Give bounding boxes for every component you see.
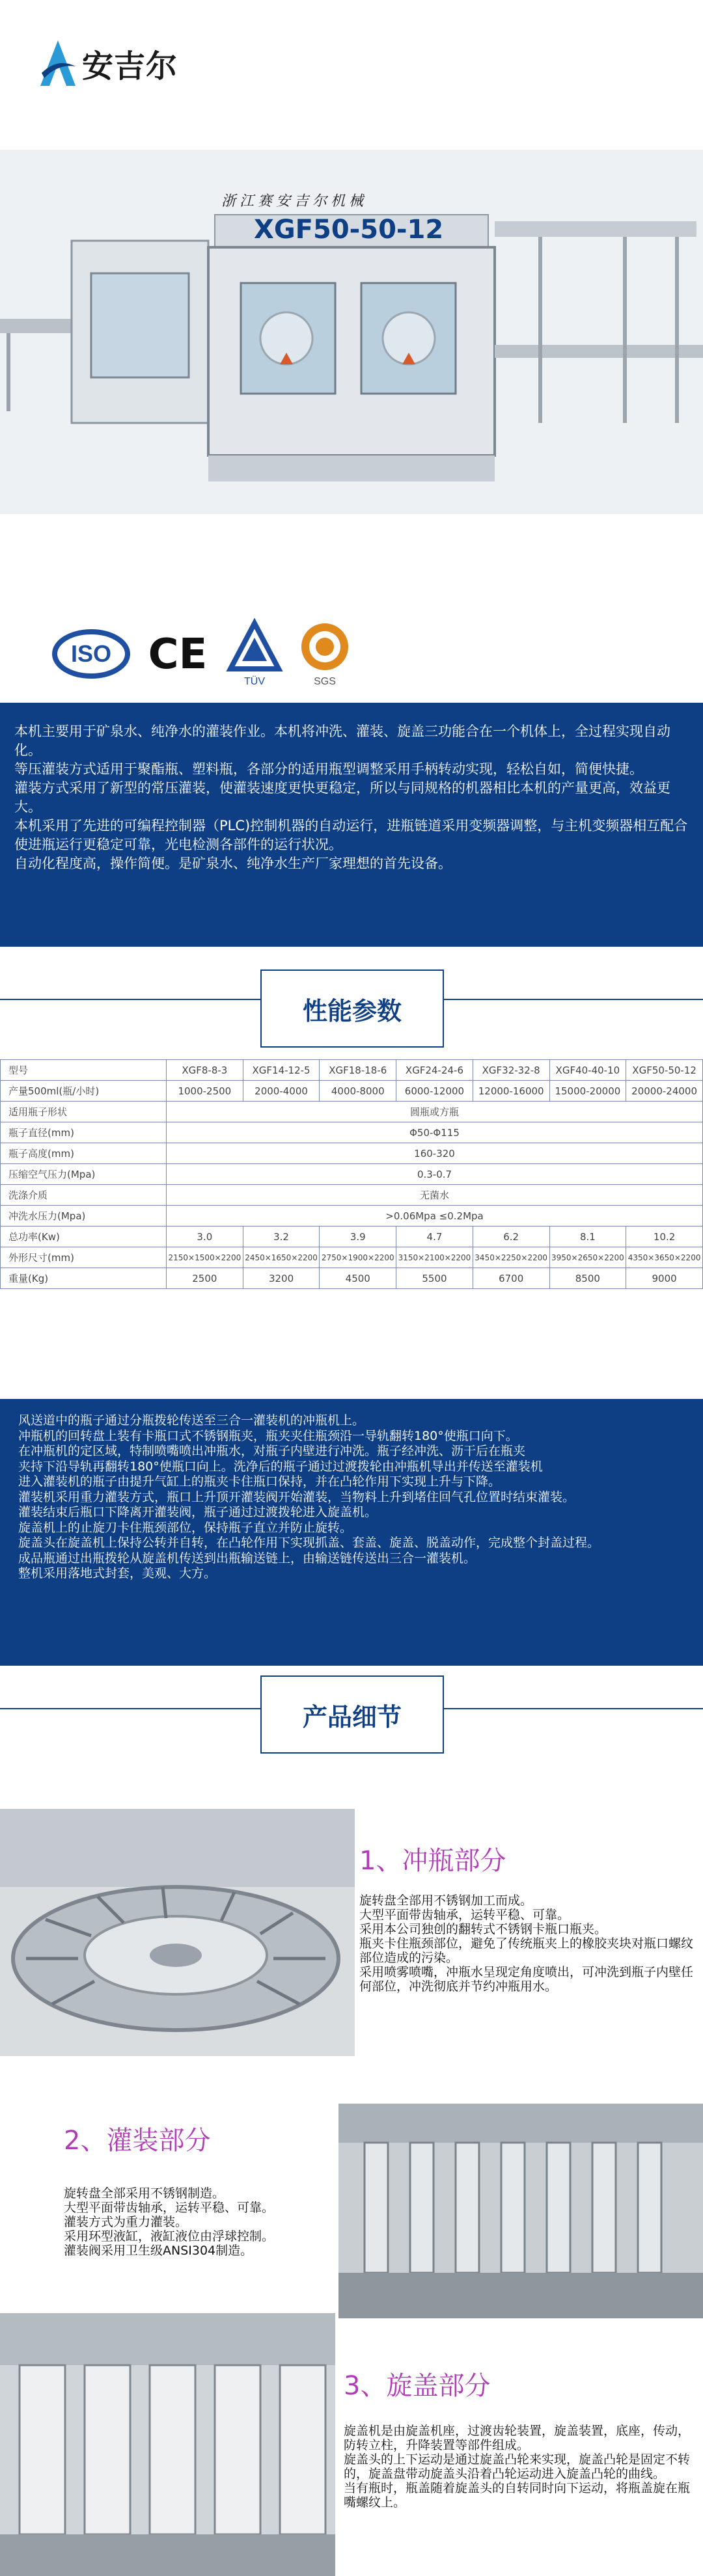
filling-section-body — [64, 2186, 344, 2258]
section-line: 旋盖头的上下运动是通过旋盖凸轮来实现，旋盖凸轮是固定不转的，旋盖盘带动旋盖头沿着凸轮运动进入旋盖凸轮的曲线。 — [344, 2452, 691, 2481]
description-line: 等压灌装方式适用于聚酯瓶、塑料瓶，各部分的适用瓶型调整采用手柄转动实现，轻松自如，简便快捷。 — [14, 761, 643, 777]
flow-line: 在冲瓶机的定区域，特制喷嘴喷出冲瓶水，对瓶子内壁进行冲洗。瓶子经冲洗、沥干后在瓶夹 — [18, 1444, 526, 1458]
table-cell: 20000-24000 — [626, 1081, 703, 1102]
table-header-cell: XGF40-40-10 — [549, 1060, 626, 1081]
rinsing-section-photo — [0, 1809, 355, 2056]
table-cell: 160-320 — [167, 1143, 703, 1164]
table-row — [1, 1247, 703, 1268]
table-cell: 5500 — [396, 1268, 473, 1289]
section-line: 瓶夹卡住瓶颈部位，避免了传统瓶夹上的橡胶夹块对瓶口螺纹部位造成的污染。 — [359, 1936, 694, 1965]
angel-a-logo-icon — [38, 38, 78, 88]
table-cell: 6700 — [473, 1268, 549, 1289]
table-cell: 2000-4000 — [243, 1081, 320, 1102]
table-cell: 6000-12000 — [396, 1081, 473, 1102]
flow-line: 夹持下沿导轨再翻转180°使瓶口向上。洗净后的瓶子通过过渡拨轮由冲瓶机导出并传送至灌装机 — [18, 1459, 543, 1474]
table-cell: 10.2 — [626, 1227, 703, 1247]
table-row — [1, 1185, 703, 1206]
table-header-cell: XGF14-12-5 — [243, 1060, 320, 1081]
filling-section-photo — [338, 2104, 703, 2318]
table-header-cell: XGF50-50-12 — [626, 1060, 703, 1081]
section-line: 采用环型液缸，液缸液位由浮球控制。 — [64, 2229, 275, 2244]
table-cell: 15000-20000 — [549, 1081, 626, 1102]
table-row — [1, 1227, 703, 1247]
table-row — [1, 1164, 703, 1185]
table-cell: 4000-8000 — [320, 1081, 396, 1102]
table-cell: 3.9 — [320, 1227, 396, 1247]
table-row-label: 冲洗水压力(Mpa) — [1, 1206, 167, 1227]
certification-logos — [52, 618, 354, 690]
section-line: 当有瓶时，瓶盖随着旋盖头的自转同时向下运动，将瓶盖旋在瓶嘴螺纹上。 — [344, 2481, 691, 2510]
iso-cert-icon — [52, 628, 130, 680]
table-cell: 8.1 — [549, 1227, 626, 1247]
rinsing-section-body — [359, 1893, 701, 1994]
table-row — [1, 1081, 703, 1102]
capping-section-photo — [0, 2313, 335, 2576]
table-cell: 无菌水 — [167, 1185, 703, 1206]
flow-line: 旋盖机上的止旋刀卡住瓶颈部位，保持瓶子直立并防止旋转。 — [18, 1520, 353, 1535]
section-line: 采用本公司独创的翻转式不锈钢卡瓶口瓶夹。 — [359, 1922, 607, 1936]
ce-cert-label: CE — [148, 630, 208, 679]
description-line: 灌装方式采用了新型的常压灌装，使灌装速度更快更稳定，所以与同规格的机器相比本机的产量更高，效益更大。 — [14, 780, 670, 815]
spec-table — [0, 1059, 703, 1289]
flow-line: 进入灌装机的瓶子由提升气缸上的瓶夹卡住瓶口保持，并在凸轮作用下实现上升与下降。 — [18, 1474, 501, 1489]
table-row — [1, 1102, 703, 1122]
flow-line: 整机采用落地式封套，美观、大方。 — [18, 1566, 217, 1580]
process-flow-description — [0, 1399, 703, 1666]
table-row — [1, 1268, 703, 1289]
table-row-label: 重量(Kg) — [1, 1268, 167, 1289]
spec-section-title: 性能参数 — [260, 969, 444, 1048]
table-cell: 4500 — [320, 1268, 396, 1289]
machine-nameplate: 浙江赛安吉尔机械 — [221, 193, 368, 210]
table-row-label: 适用瓶子形状 — [1, 1102, 167, 1122]
table-row-label: 总功率(Kw) — [1, 1227, 167, 1247]
flow-line: 风送道中的瓶子通过分瓶拨轮传送至三合一灌装机的冲瓶机上。 — [18, 1413, 365, 1428]
tuv-cert-label: TÜV — [244, 676, 265, 687]
description-line: 自动化程度高，操作简便。是矿泉水、纯净水生产厂家理想的首先设备。 — [14, 856, 452, 871]
table-cell: 3150×2100×2200 — [396, 1247, 473, 1268]
table-header-cell: 型号 — [1, 1060, 167, 1081]
hero-machine-image — [0, 150, 703, 514]
table-cell: 2150×1500×2200 — [167, 1247, 243, 1268]
flow-line: 成品瓶通过出瓶拨轮从旋盖机传送到出瓶输送链上，由输送链传送出三合一灌装机。 — [18, 1551, 476, 1566]
iso-cert-label: ISO — [70, 640, 112, 667]
table-header-cell: XGF18-18-6 — [320, 1060, 396, 1081]
table-row — [1, 1206, 703, 1227]
table-cell: 12000-16000 — [473, 1081, 549, 1102]
sgs-cert-icon — [296, 618, 354, 690]
table-row-label: 洗涤介质 — [1, 1185, 167, 1206]
sgs-cert-label: SGS — [314, 676, 336, 687]
table-cell: 6.2 — [473, 1227, 549, 1247]
table-row-label: 瓶子直径(mm) — [1, 1122, 167, 1143]
table-cell: 3.2 — [243, 1227, 320, 1247]
capping-section-body — [344, 2424, 698, 2510]
section-line: 大型平面带齿轴承，运转平稳、可靠。 — [64, 2201, 275, 2215]
brand-name: 安吉尔 — [82, 47, 178, 85]
table-row-label: 压缩空气压力(Mpa) — [1, 1164, 167, 1185]
table-cell: 3450×2250×2200 — [473, 1247, 549, 1268]
detail-section-title: 产品细节 — [260, 1675, 444, 1754]
brand-logo — [38, 38, 178, 88]
table-row — [1, 1122, 703, 1143]
table-cell: 4350×3650×2200 — [626, 1247, 703, 1268]
description-line: 本机采用了先进的可编程控制器（PLC)控制机器的自动运行，进瓶链道采用变频器调整，与主机变频器相互配合使进瓶运行更稳定可靠，光电检测各部件的运行状况。 — [14, 818, 688, 852]
ce-cert-icon — [142, 628, 214, 680]
tuv-cert-icon — [225, 618, 284, 690]
capping-section-title: 3、旋盖部分 — [344, 2371, 491, 2401]
table-row — [1, 1143, 703, 1164]
table-row-label: 产量500ml(瓶/小时) — [1, 1081, 167, 1102]
description-line: 本机主要用于矿泉水、纯净水的灌装作业。本机将冲洗、灌装、旋盖三功能合在一个机体上，全过程实现自动化。 — [14, 724, 670, 758]
table-row — [1, 1060, 703, 1081]
flow-line: 旋盖头在旋盖机上保持公转并自转，在凸轮作用下实现抓盖、套盖、旋盖、脱盖动作，完成整个封盖过程。 — [18, 1536, 600, 1550]
filling-section-title: 2、灌装部分 — [64, 2126, 211, 2156]
table-cell: Φ50-Φ115 — [167, 1122, 703, 1143]
section-line: 大型平面带齿轴承，运转平稳、可靠。 — [359, 1908, 570, 1922]
product-description — [0, 703, 703, 947]
table-cell: 2750×1900×2200 — [320, 1247, 396, 1268]
table-cell: 2500 — [167, 1268, 243, 1289]
flow-line: 灌装机采用重力灌装方式，瓶口上升顶开灌装阀开始灌装，当物料上升到堵住回气孔位置时结束灌装。 — [18, 1489, 575, 1504]
section-line: 旋转盘全部用不锈钢加工而成。 — [359, 1893, 533, 1908]
machine-model-label: XGF50-50-12 — [254, 215, 444, 245]
table-cell: 4.7 — [396, 1227, 473, 1247]
table-cell: 3.0 — [167, 1227, 243, 1247]
table-header-cell: XGF8-8-3 — [167, 1060, 243, 1081]
section-line: 灌装阀采用卫生级ANSI304制造。 — [64, 2244, 253, 2258]
table-cell: 8500 — [549, 1268, 626, 1289]
table-row-label: 瓶子高度(mm) — [1, 1143, 167, 1164]
flow-line: 灌装结束后瓶口下降离开灌装阀，瓶子通过过渡拨轮进入旋盖机。 — [18, 1505, 378, 1519]
table-row-label: 外形尺寸(mm) — [1, 1247, 167, 1268]
table-header-cell: XGF24-24-6 — [396, 1060, 473, 1081]
table-cell: 9000 — [626, 1268, 703, 1289]
table-cell: >0.06Mpa ≤0.2Mpa — [167, 1206, 703, 1227]
table-cell: 2450×1650×2200 — [243, 1247, 320, 1268]
section-line: 旋盖机是由旋盖机座，过渡齿轮装置，旋盖装置，底座，传动，防转立柱，升降装置等部件组成。 — [344, 2424, 691, 2452]
table-cell: 圆瓶或方瓶 — [167, 1102, 703, 1122]
table-cell: 1000-2500 — [167, 1081, 243, 1102]
table-header-cell: XGF32-32-8 — [473, 1060, 549, 1081]
table-cell: 3950×2650×2200 — [549, 1247, 626, 1268]
section-line: 灌装方式为重力灌装。 — [64, 2215, 188, 2229]
rinsing-section-title: 1、冲瓶部分 — [359, 1846, 506, 1876]
section-line: 采用喷雾喷嘴，冲瓶水呈现定角度喷出，可冲洗到瓶子内壁任何部位，冲洗彻底并节约冲瓶用水。 — [359, 1965, 694, 1994]
table-cell: 0.3-0.7 — [167, 1164, 703, 1185]
table-cell: 3200 — [243, 1268, 320, 1289]
flow-line: 冲瓶机的回转盘上装有卡瓶口式不锈钢瓶夹，瓶夹夹住瓶颈沿一导轨翻转180°使瓶口向下。 — [18, 1428, 518, 1443]
section-line: 旋转盘全部采用不锈钢制造。 — [64, 2186, 225, 2201]
